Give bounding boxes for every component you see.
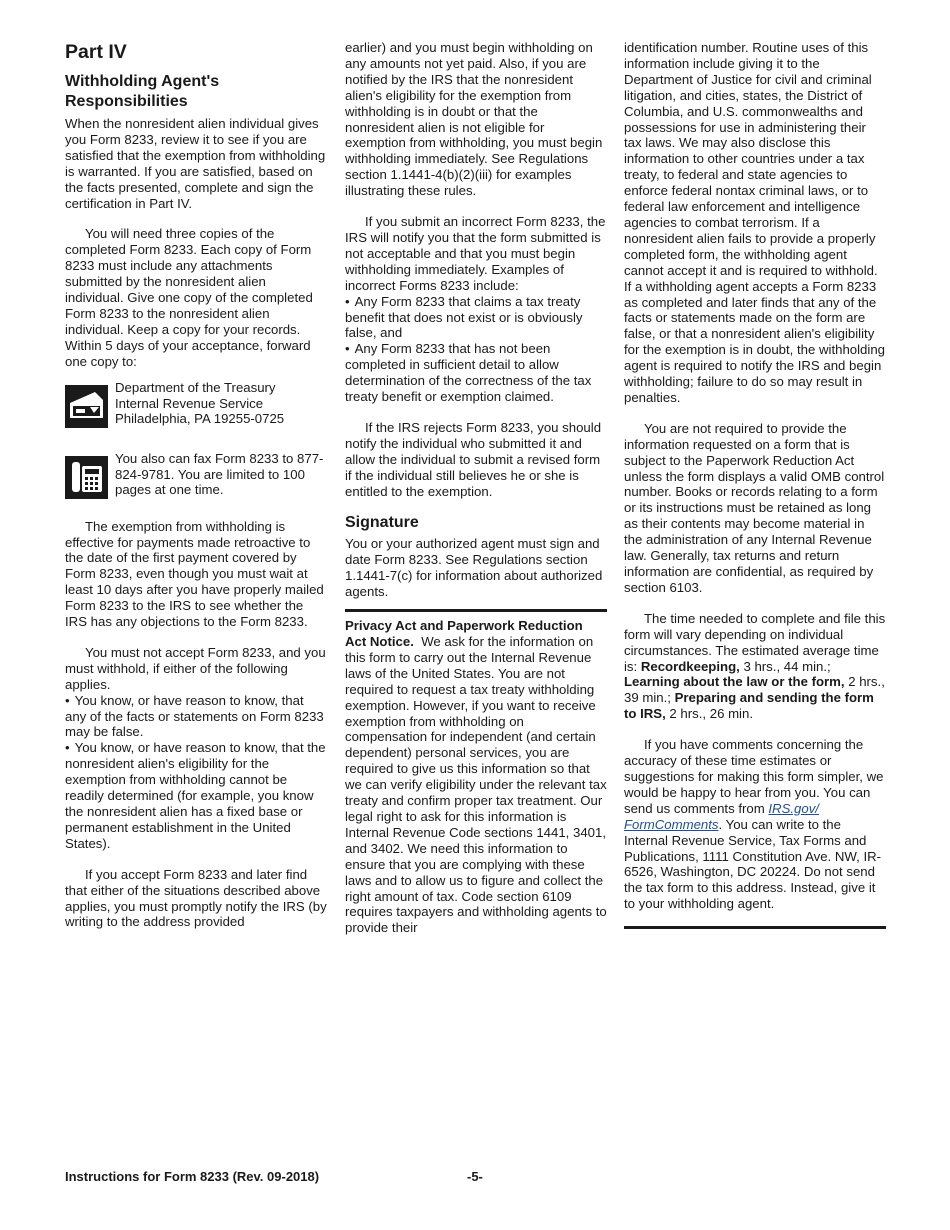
section-divider	[345, 609, 607, 612]
paragraph: If you submit an incorrect Form 8233, the IRS will notify you that the form submitted is not acceptable and that you must begin withholding immediately. Examples of incorrect Forms 8233 include:	[345, 214, 606, 293]
page-number: -5-	[467, 1169, 483, 1184]
bullet-item: • You know, or have reason to know, that the nonresident alien's eligibility for the exemption from withholding cannot be readily determined (for example, you know the nonresident alien has a fixed base or permanent establishment in the United States).	[65, 740, 327, 851]
paragraph: If the IRS rejects Form 8233, you should notify the individual who submitted it and allow the individual to submit a revised form if the individual still believes he or she is entitled to the exemption.	[345, 419, 602, 499]
paragraph: You must not accept Form 8233, and you must withhold, if either of the following applies.	[65, 644, 326, 692]
time-estimate-paragraph: The time needed to complete and file this form will vary depending on individual circumstances. The estimated average time is: Recordkeeping, 3 hrs., 44 min.; Learning about the law or the form, 2 hrs., 39 min.; Preparing and sending the form to IRS, 2 hrs., 26 min.	[624, 610, 886, 722]
bullet-item: • Any Form 8233 that claims a tax treaty benefit that does not exist or is obviously false, and	[345, 294, 607, 342]
part-heading: Part IV	[65, 41, 127, 63]
privacy-notice: Privacy Act and Paperwork Reduction Act Notice. We ask for the information on this form to carry out the Internal Revenue laws of the United States. You are not required to request a tax treaty withholding exemption. However, if you want to receive exemption from withholding on compensation for independent (and certain dependent) personal services, you are required to give us this information so that we can verify eligibility under the relevant tax treaty and confirm proper tax treatment. Our legal right to ask for this information is Internal Revenue Code sections 1441, 3401, and 3402. We need this information to ensure that you are complying with these laws and to allow us to figure and collect the right amount of tax. Code section 6109 requires taxpayers and withholding agents to provide their	[345, 618, 607, 936]
paragraph: The exemption from withholding is effective for payments made retroactive to the date of the first payment covered by Form 8233, even though you must wait at least 10 days after you have properly mailed Form 8233 to the IRS to see whether the IRS has any objections to the Form 8233.	[65, 518, 324, 630]
paragraph: earlier) and you must begin withholding on any amounts not yet paid. Also, if you are notified by the IRS that the nonresident alien's eligibility for the exemption from withholding is in doubt or that the nonresident alien is not eligible for exemption from withholding, you must begin withholding immediately. See Regulations section 1.1441-4(b)(2)(iii) for examples illustrating these rules.	[345, 40, 603, 199]
fax-block	[65, 451, 327, 499]
mail-address: Department of the Treasury Internal Revenue Service Philadelphia, PA 19255-0725	[115, 379, 285, 427]
irs-form-comments-link[interactable]: IRS.gov/ FormComments	[624, 800, 819, 832]
mail-address-block	[65, 380, 327, 428]
bullet-item: • Any Form 8233 that has not been completed in sufficient detail to allow determination of the correctness of the tax treaty benefit or exemption claimed.	[345, 341, 607, 405]
end-rule	[624, 926, 886, 929]
column-3	[624, 40, 886, 912]
footer-title: Instructions for Form 8233 (Rev. 09-2018)	[65, 1169, 320, 1184]
privacy-heading: Privacy Act and Paperwork Reduction Act Notice.	[345, 618, 583, 649]
paragraph: If you accept Form 8233 and later find that either of the situations described above applies, you must promptly notify the IRS (by writing to the address provided	[65, 866, 327, 930]
section-heading: Withholding Agent's Responsibilities	[65, 73, 220, 110]
column-2	[345, 40, 607, 936]
paragraph: identification number. Routine uses of this information include giving it to the Department of Justice for civil and criminal litigation, and cities, states, the District of Columbia, and U.S. commonwealths and possessions for use in administering their tax laws. We may also disclose this information to other countries under a tax treaty, to federal and state agencies to enforce federal nontax criminal laws, or to federal law enforcement and intelligence agencies to combat terrorism. If a nonresident alien fails to provide a properly completed form, the withholding agent cannot accept it and is required to withhold. If a withholding agent accepts a Form 8233 as completed and later finds that any of the facts or statements made on the form are false, or that a nonresident alien's eligibility for the exemption is in doubt, the withholding agent is required to notify the IRS and begin withholding; failure to do so may result in penalties.	[624, 40, 885, 405]
paragraph: You are not required to provide the information requested on a form that is subject to the Paperwork Reduction Act unless the form displays a valid OMB control number. Books or records relating to a form or its instructions must be retained as long as their contents may become material in the administration of any Internal Revenue law. Generally, tax returns and return information are confidential, as required by section 6103.	[624, 420, 885, 595]
paragraph: When the nonresident alien individual gives you Form 8233, review it to see if you are satisfied that the exemption from withholding is warranted. If you are satisfied, based on the facts presented, complete and sign the certification in Part IV.	[65, 116, 326, 211]
column-1	[65, 40, 327, 930]
signature-heading: Signature	[345, 514, 419, 532]
fax-icon	[65, 456, 108, 499]
bullet-item: • You know, or have reason to know, that any of the facts or statements on Form 8233 may be false.	[65, 693, 327, 741]
paragraph: You will need three copies of the completed Form 8233. Each copy of Form 8233 must include any attachments submitted by the nonresident alien individual. Give one copy of the completed Form 8233 to the nonresident alien individual. Keep a copy for your records. Within 5 days of your acceptance, forward one copy to:	[65, 226, 313, 369]
mail-icon	[65, 385, 108, 428]
comments-paragraph: If you have comments concerning the accuracy of these time estimates or suggestions for making this form simpler, we would be happy to hear from you. You can send us comments from IRS.gov/ FormComments. You can write to the Internal Revenue Service, Tax Forms and Publications, 1111 Constitution Ave. NW, IR-6526, Washington, DC 20224. Do not send the tax form to this address. Instead, give it to your withholding agent.	[624, 737, 884, 912]
fax-text: You also can fax Form 8233 to 877-824-9781. You are limited to 100 pages at one time.	[115, 450, 324, 498]
paragraph: You or your authorized agent must sign and date Form 8233. See Regulations section 1.1441-7(c) for information about authorized agents.	[345, 536, 603, 600]
